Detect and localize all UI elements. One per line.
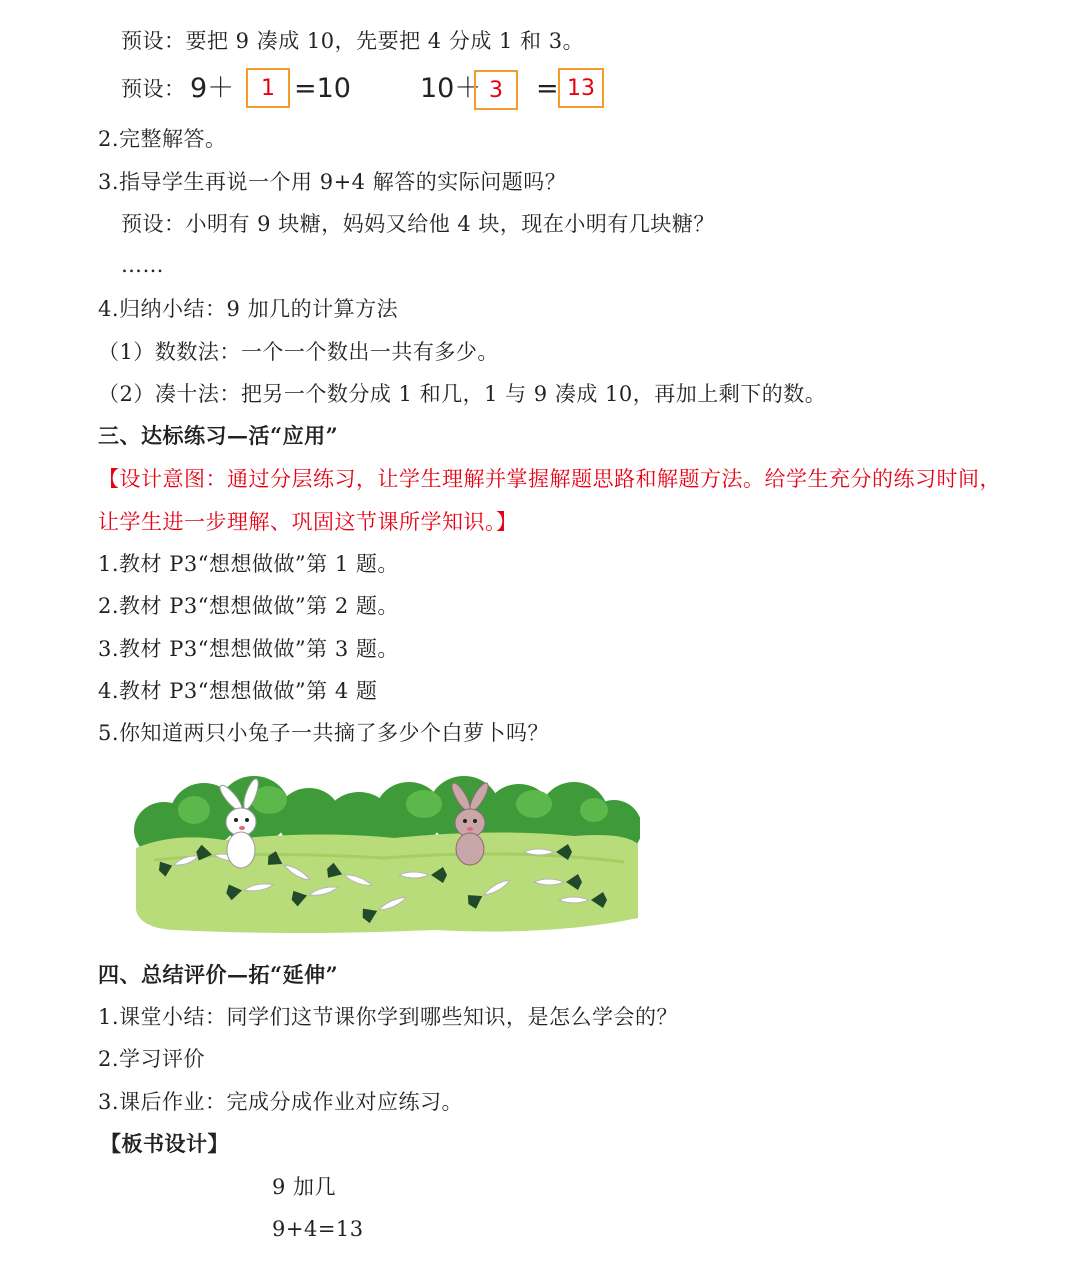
line-complete-answer: 2.完整解答。	[98, 127, 227, 151]
line-method-2: （2）凑十法：把另一个数分成 1 和几，1 与 9 凑成 10，再加上剩下的数。	[98, 382, 827, 406]
line-preset-candy: 预设：小明有 9 块糖，妈妈又给他 4 块，现在小明有几块糖？	[121, 212, 715, 236]
equation-part-1: 9＋	[190, 73, 235, 104]
equation-part-4: =	[536, 73, 559, 104]
line-ellipsis: ……	[121, 253, 164, 277]
design-intent-1: 【设计意图：通过分层练习，让学生理解并掌握解题思路和解题方法。给学生充分的练习时间，	[98, 467, 1001, 491]
practice-item-2: 2.教材 P3“想想做做”第 2 题。	[98, 594, 399, 618]
line-summary: 4.归纳小结：9 加几的计算方法	[98, 297, 399, 321]
answer-box-1: 1	[246, 68, 290, 108]
board-line-1: 9 加几	[272, 1175, 337, 1199]
line-guide-question: 3.指导学生再说一个用 9+4 解答的实际问题吗？	[98, 170, 567, 194]
equation-part-2: =10	[294, 73, 351, 104]
line-1: 预设：要把 9 凑成 10，先要把 4 分成 1 和 3。	[121, 29, 585, 53]
rabbits-radishes-illustration	[134, 770, 640, 936]
practice-item-3: 3.教材 P3“想想做做”第 3 题。	[98, 637, 399, 661]
section-heading-summary: 四、总结评价—拓“延伸”	[98, 962, 339, 987]
summary-item-3: 3.课后作业：完成分成作业对应练习。	[98, 1090, 464, 1114]
practice-item-1: 1.教材 P3“想想做做”第 1 题。	[98, 552, 399, 576]
design-intent-2: 让学生进一步理解、巩固这节课所学知识。】	[98, 510, 518, 534]
equation-prefix: 预设：	[121, 77, 186, 101]
line-method-1: （1）数数法：一个一个数出一共有多少。	[98, 340, 499, 364]
answer-box-3: 13	[558, 68, 604, 108]
summary-item-2: 2.学习评价	[98, 1047, 206, 1071]
board-design-heading: 【板书设计】	[100, 1131, 229, 1156]
answer-box-2: 3	[474, 70, 518, 110]
equation-part-3: 10＋	[420, 73, 482, 104]
board-line-2: 9+4=13	[272, 1217, 364, 1241]
practice-item-4: 4.教材 P3“想想做做”第 4 题	[98, 679, 378, 703]
section-heading-practice: 三、达标练习—活“应用”	[98, 423, 339, 448]
summary-item-1: 1.课堂小结：同学们这节课你学到哪些知识，是怎么学会的？	[98, 1005, 679, 1029]
practice-item-5: 5.你知道两只小兔子一共摘了多少个白萝卜吗？	[98, 721, 550, 745]
